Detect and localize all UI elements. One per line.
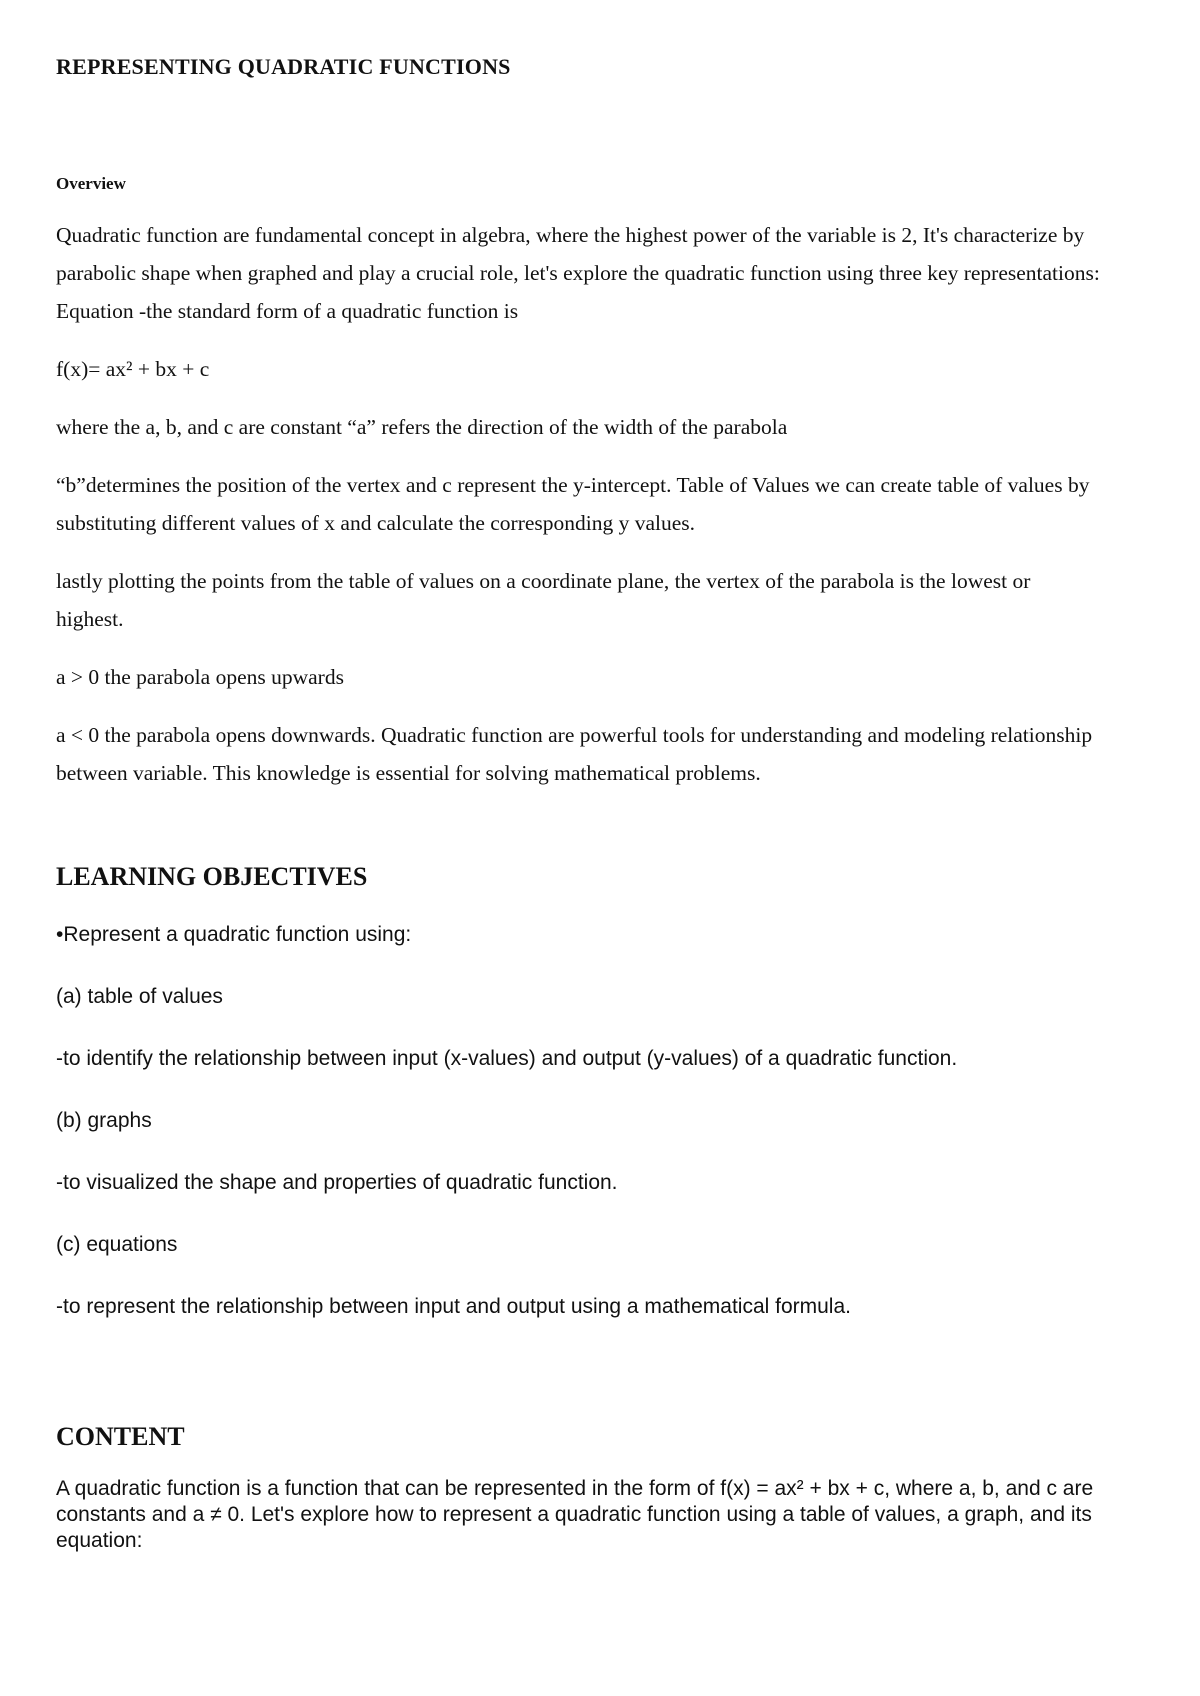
objective-item: (a) table of values (56, 985, 223, 1008)
objective-item: •Represent a quadratic function using: (56, 923, 412, 946)
objective-item: -to visualized the shape and properties of quadratic function. (56, 1171, 618, 1194)
document-title: REPRESENTING QUADRATIC FUNCTIONS (56, 54, 511, 79)
objective-item: -to represent the relationship between input and output using a mathematical formula. (56, 1295, 851, 1318)
overview-paragraph-opens-up: a > 0 the parabola opens upwards (56, 665, 344, 689)
overview-heading: Overview (56, 174, 126, 193)
overview-paragraph-plotting: lastly plotting the points from the table of values on a coordinate plane, the vertex of the parabola is the lowest or highest. (56, 569, 1031, 631)
content-paragraph: A quadratic function is a function that can be represented in the form of f(x) = ax² + bx + c, where a, b, and c are constants and a ≠ 0. Let's explore how to represent a quadratic function using a table of values, a graph, and its equation: (56, 1477, 1094, 1552)
overview-paragraph-opens-down: a < 0 the parabola opens downwards. Quadratic function are powerful tools for understanding and modeling relationship between variable. This knowledge is essential for solving mathematical problems. (56, 723, 1093, 785)
objective-item: -to identify the relationship between input (x-values) and output (y-values) of a quadratic function. (56, 1047, 958, 1070)
objective-item: (b) graphs (56, 1109, 152, 1132)
overview-paragraph-constants: where the a, b, and c are constant “a” refers the direction of the width of the parabola (56, 415, 788, 439)
overview-paragraph-vertex: “b”determines the position of the vertex and c represent the y-intercept. Table of Values we can create table of values by substituting different values of x and calculate the corresponding y values. (56, 473, 1090, 535)
learning-objectives-heading: LEARNING OBJECTIVES (56, 862, 368, 891)
overview-formula: f(x)= ax² + bx + c (56, 357, 210, 381)
objective-item: (c) equations (56, 1233, 178, 1256)
content-heading: CONTENT (56, 1422, 185, 1451)
overview-paragraph-intro: Quadratic function are fundamental concept in algebra, where the highest power of the variable is 2, It's characterize by parabolic shape when graphed and play a crucial role, let's explore the quadratic function using three key representations: Equation -the standard form of a quadratic function is (56, 223, 1100, 323)
